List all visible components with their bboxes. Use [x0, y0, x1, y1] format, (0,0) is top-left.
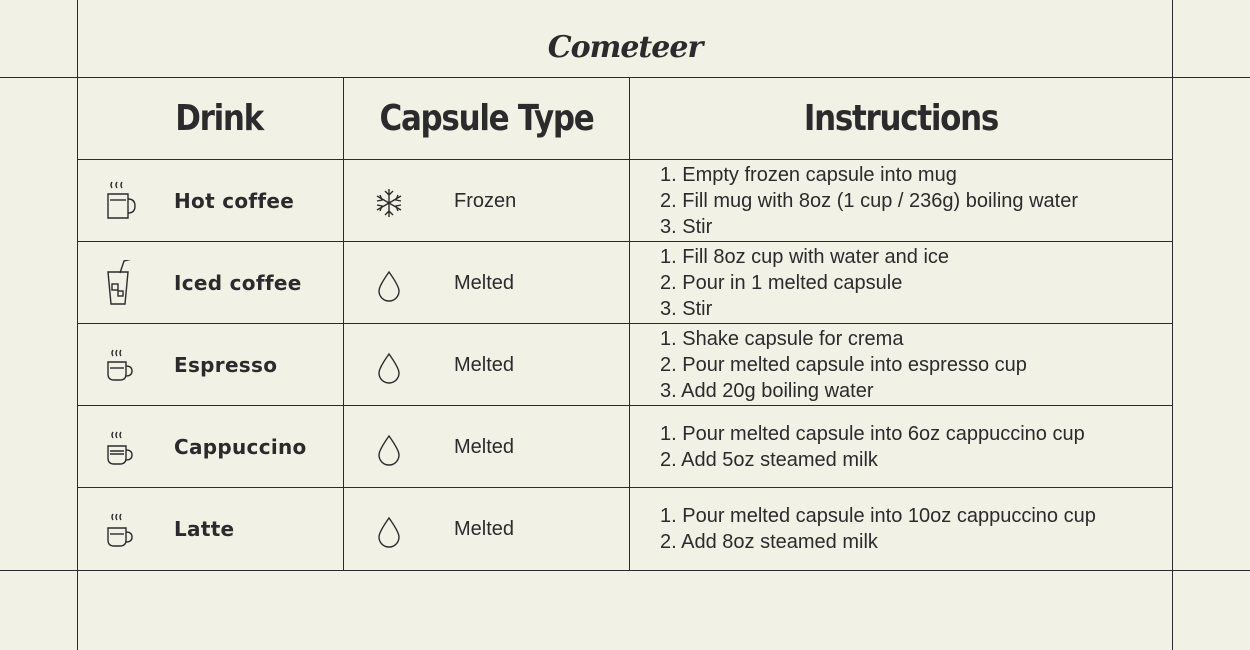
table-row — [78, 488, 1172, 570]
droplet-icon — [372, 432, 406, 466]
drink-name: Cappuccino — [174, 435, 307, 459]
drink-name: Espresso — [174, 353, 278, 377]
table-header-row — [78, 78, 1172, 160]
droplet-icon — [372, 514, 406, 548]
instruction-step: 1. Fill 8oz cup with water and ice — [660, 246, 950, 268]
instruction-step: 3. Stir — [660, 216, 713, 238]
capsule-type: Melted — [454, 354, 515, 376]
capsule-type: Melted — [454, 272, 515, 294]
instruction-step: 2. Pour melted capsule into espresso cup — [660, 354, 1027, 376]
header-drink: Drink — [175, 98, 263, 139]
instruction-list — [660, 406, 1085, 488]
espresso-cup-icon — [100, 342, 136, 388]
bottom-rule — [0, 570, 1250, 571]
instruction-list — [660, 242, 949, 324]
snowflake-icon — [372, 186, 406, 220]
table-row — [78, 406, 1172, 488]
brand-logo: Cometeer — [547, 30, 703, 65]
right-rule — [1172, 0, 1173, 650]
drink-name: Latte — [174, 517, 235, 541]
capsule-type: Frozen — [454, 190, 517, 212]
header-instructions: Instructions — [803, 98, 999, 139]
table-row — [78, 242, 1172, 324]
droplet-icon — [372, 350, 406, 384]
instruction-step: 2. Pour in 1 melted capsule — [660, 272, 903, 294]
drink-name: Iced coffee — [174, 271, 302, 295]
instruction-step: 2. Add 8oz steamed milk — [660, 531, 878, 553]
instruction-step: 3. Stir — [660, 298, 713, 320]
instruction-list — [660, 324, 1027, 406]
instruction-list — [660, 160, 1078, 242]
iced-glass-icon — [100, 260, 136, 306]
instruction-step: 2. Add 5oz steamed milk — [660, 449, 878, 471]
table-row — [78, 160, 1172, 242]
drink-name: Hot coffee — [174, 189, 295, 213]
instruction-step: 1. Shake capsule for crema — [660, 328, 904, 350]
cappuccino-cup-icon — [100, 424, 136, 470]
instruction-step: 1. Pour melted capsule into 6oz cappuccino cup — [660, 423, 1085, 445]
instruction-step: 1. Pour melted capsule into 10oz cappuccino cup — [660, 505, 1096, 527]
capsule-type: Melted — [454, 436, 515, 458]
instruction-list — [660, 488, 1096, 570]
instruction-step: 2. Fill mug with 8oz (1 cup / 236g) boiling water — [660, 190, 1078, 212]
instruction-step: 3. Add 20g boiling water — [660, 380, 874, 402]
droplet-icon — [372, 268, 406, 302]
latte-cup-icon — [100, 506, 136, 552]
capsule-type: Melted — [454, 518, 515, 540]
instruction-step: 1. Empty frozen capsule into mug — [660, 164, 957, 186]
table-row — [78, 324, 1172, 406]
header-capsule-type: Capsule Type — [379, 98, 594, 139]
instructions-table — [78, 78, 1172, 570]
hot-mug-icon — [100, 178, 136, 224]
